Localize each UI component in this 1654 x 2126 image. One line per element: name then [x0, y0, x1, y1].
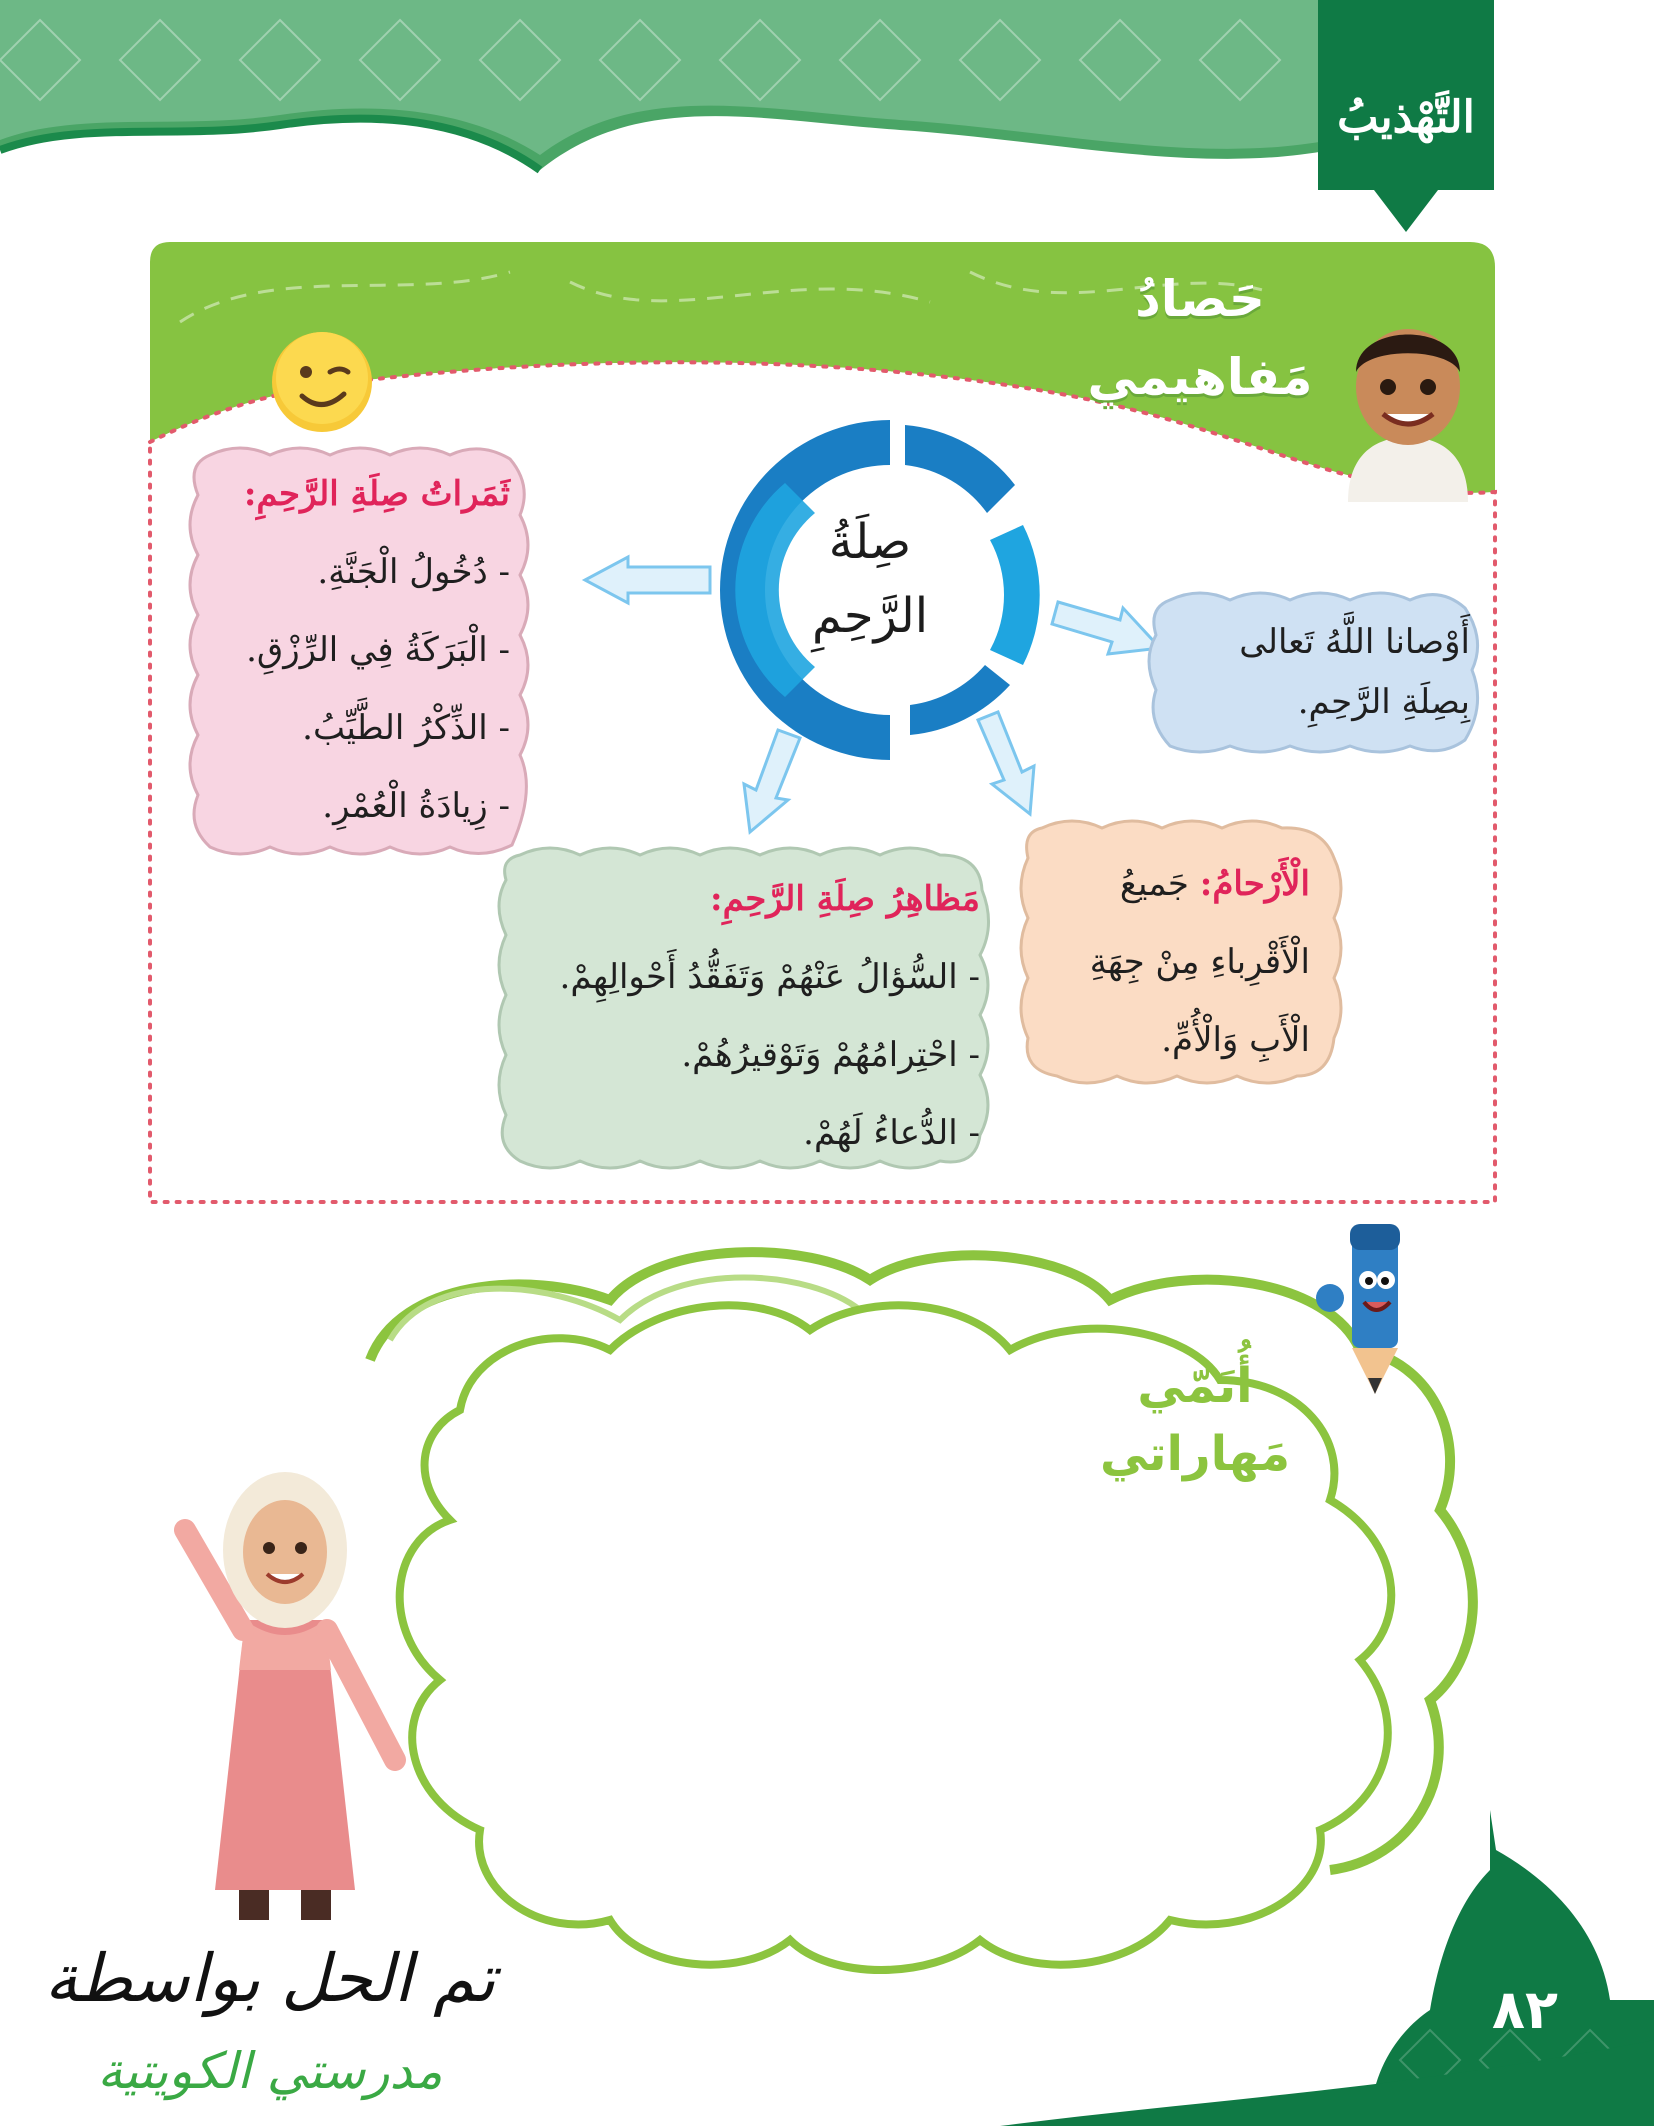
arrow-to-meaning-icon — [970, 710, 1050, 820]
section-tab-label: التَّهْذيبُ — [1337, 92, 1475, 143]
list-item: - السُّؤالُ عَنْهُمْ وَتَفَقُّدُ أَحْوالِهِمْ. — [559, 957, 980, 997]
footer-solved-by: تم الحل بواسطة — [44, 1940, 496, 2017]
list-item: - الدُّعاءُ لَهُمْ. — [803, 1113, 980, 1153]
skills-title: أُنَمّي مَهاراتي — [1099, 1358, 1291, 1482]
center-label: صِلَةُ الرَّحِمِ — [811, 514, 929, 644]
harvest-title: حَصادُ مَفاهيمي — [1087, 270, 1313, 406]
commanded-text: أَوْصانا اللَّهُ تَعالى بِصِلَةِ الرَّحِمِ. — [1239, 622, 1470, 722]
list-item: - احْتِرامُهُمْ وَتَوْقيرُهُمْ. — [681, 1035, 980, 1075]
pencil-mascot — [1310, 1218, 1420, 1398]
fruits-text — [200, 455, 510, 845]
winking-emoji-icon — [268, 328, 376, 436]
fruits-title: ثَمَراتُ صِلَةِ الرَّحِمِ: — [243, 474, 510, 514]
appearance-title: مَظاهِرُ صِلَةِ الرَّحِمِ: — [710, 879, 980, 919]
list-item: - الذِّكْرُ الطَّيِّبُ. — [302, 708, 510, 748]
list-item: - زِيادَةُ الْعُمْرِ. — [322, 786, 510, 826]
meaning-term: الْأَرْحامُ: — [1199, 864, 1310, 904]
arrow-to-fruits-icon — [580, 555, 720, 605]
arrow-to-appearance-icon — [730, 728, 810, 838]
girl-illustration — [155, 1470, 435, 1930]
footer-wave — [1000, 2040, 1654, 2126]
meaning-text: الْأَرْحامُ: جَميعُ الْأَقْرِباءِ مِنْ جِهَةِ الْأَبِ وَالْأُمِّ. — [1089, 864, 1310, 1060]
boy-avatar — [1338, 302, 1478, 502]
list-item: - دُخُولُ الْجَنَّةِ. — [317, 552, 510, 592]
page-number: ٨٢ — [1492, 1978, 1558, 2041]
list-item: - الْبَرَكَةُ فِي الرِّزْقِ. — [246, 630, 510, 670]
footer-site-name: مدرستي الكويتية — [97, 2042, 443, 2100]
appearance-text — [500, 860, 980, 1172]
